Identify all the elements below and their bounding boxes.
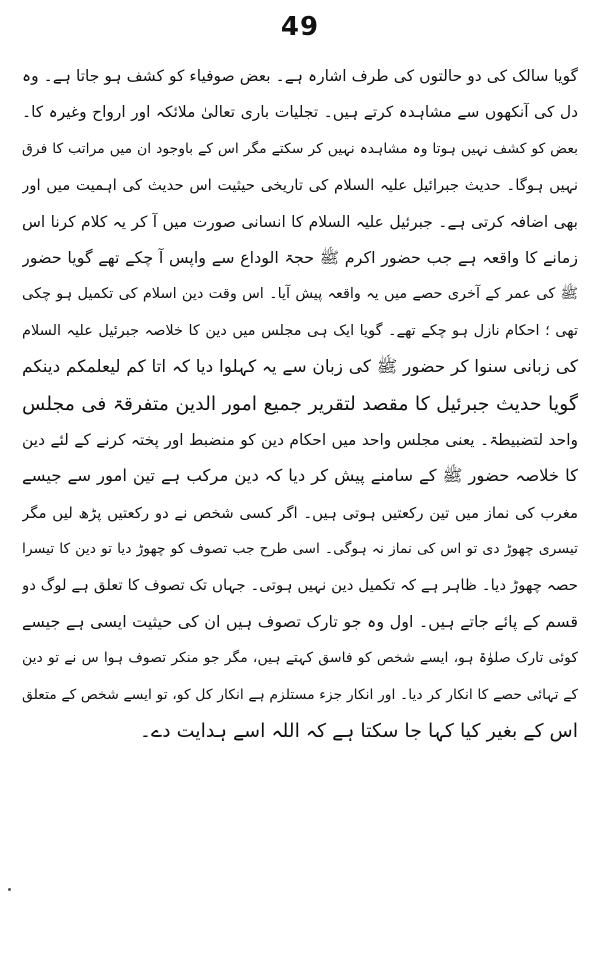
text-line: بعض کو کشف نہیں ہوتا وہ مشاہدہ نہیں کر سکتے مگر اس کے باوجود ان میں مراتب کا فرق <box>22 140 578 157</box>
text-line: زمانے کا واقعہ ہے جب حضور اکرم ﷺ حجۃ الوداع سے واپس آ چکے تھے گویا حضور <box>22 247 578 267</box>
text-line: تھی ؛ احکام نازل ہو چکے تھے۔ گویا ایک ہی مجلس میں دین کا خلاصہ جبرئیل علیہ السلام <box>22 322 578 339</box>
text-line: گویا حدیث جبرئیل کا مقصد لتقریر جمیع امور الدین متفرقۃ فی مجلس <box>22 392 578 415</box>
text-line: نہیں ہوگا۔ حدیث جبرائیل علیہ السلام کی تاریخی حیثیت اس حدیث کی اہمیت میں اور <box>22 176 578 195</box>
page-number: 49 <box>280 12 320 42</box>
text-line: ﷺ کی عمر کے آخری حصے میں یہ واقعہ پیش آیا۔ اس وقت دین اسلام کی تکمیل ہو چکی <box>22 286 578 303</box>
text-line: واحد لتضبیطۃ۔ یعنی مجلس واحد میں احکام دین کو منضبط اور پختہ کرنے کے لئے دین <box>22 430 578 449</box>
text-line: کی زبانی سنوا کر حضور ﷺ کی زبان سے یہ کہلوا دیا کہ اتا کم لیعلمکم دینکم <box>22 357 578 378</box>
text-line: کوئی تارک صلوٰۃ ہو، ایسے شخص کو فاسق کہتے ہیں، مگر جو منکر تصوف ہوا س نے تو دین <box>22 650 578 667</box>
margin-dot <box>8 888 11 891</box>
text-line: مغرب کی نماز میں تین رکعتیں ہوتی ہیں۔ اگر کسی شخص نے دو رکعتیں پڑھ لیں مگر <box>22 503 578 522</box>
text-line: گویا سالک کی دو حالتوں کی طرف اشارہ ہے۔ بعض صوفیاء کو کشف ہو جاتا ہے۔ وہ <box>22 67 578 85</box>
text-line: دل کی آنکھوں سے مشاہدہ کرتے ہیں۔ تجلیات باری تعالیٰ ملائکہ اور ارواح وغیرہ کا۔ <box>22 103 578 122</box>
text-line: قسم کے پائے جاتے ہیں۔ اول وہ جو تارک تصوف ہیں ان کی حیثیت ایسی ہے جیسے <box>22 611 578 631</box>
text-line: بھی اضافہ کرتی ہے۔ جبرئیل علیہ السلام کا انسانی صورت میں آ کر یہ کلام کرنا اس <box>22 212 578 231</box>
text-line: تیسری چھوڑ دی تو اس کی نماز نہ ہوگی۔ اسی طرح جب تصوف کو چھوڑ دیا تو دین کا تیسرا <box>22 541 578 558</box>
text-line-last: اس کے بغیر کیا کہا جا سکتا ہے کہ اللہ اسے ہدایت دے۔ <box>139 720 578 743</box>
body-text <box>22 58 578 749</box>
text-line: حصہ چھوڑ دیا۔ ظاہر ہے کہ تکمیل دین نہیں ہوتی۔ جہاں تک تصوف کا تعلق ہے لوگ دو <box>22 576 578 595</box>
text-line: کے تہائی حصے کا انکار کر دیا۔ اور انکار جزء مستلزم ہے انکار کل کو، تو ایسے شخص کے متعلق <box>22 686 578 703</box>
text-line: کا خلاصہ حضور ﷺ کے سامنے پیش کر دیا کہ دین مرکب ہے تین امور سے جیسے <box>22 466 578 486</box>
